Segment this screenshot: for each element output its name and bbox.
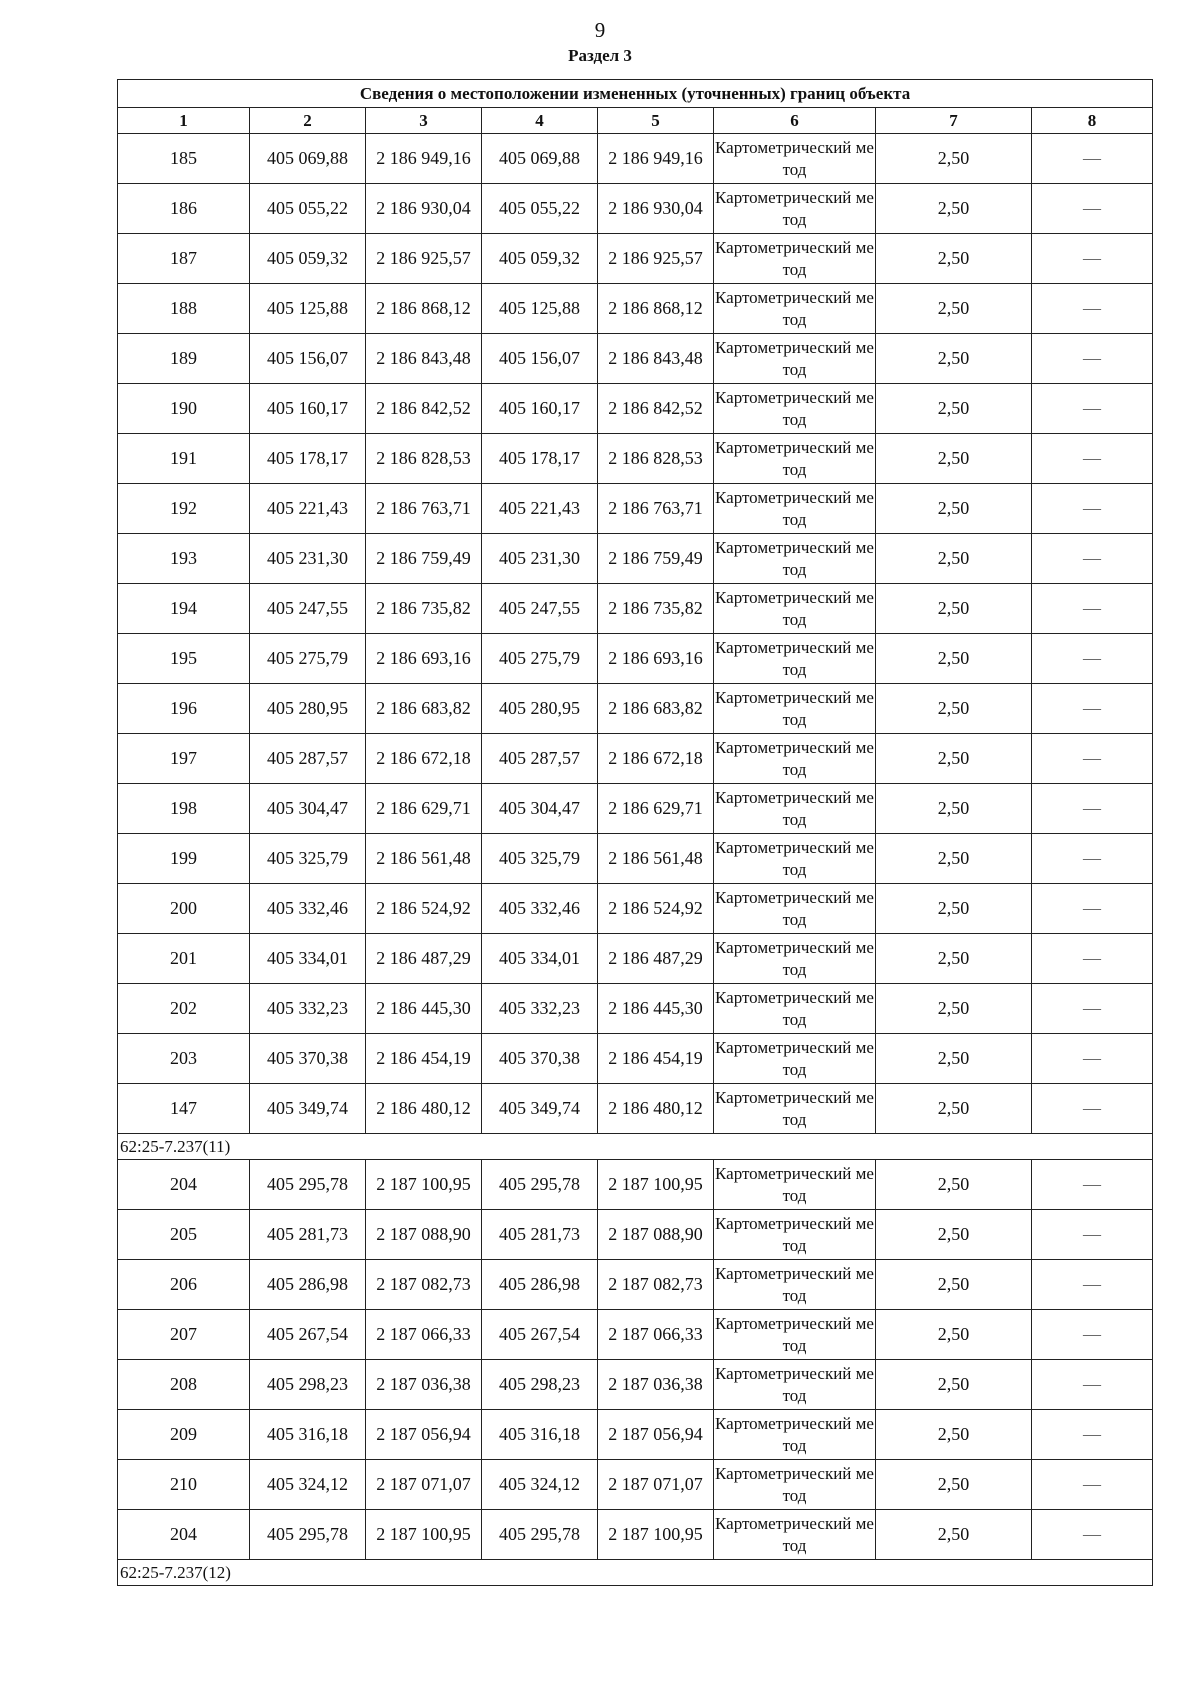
cell-y-new: 2 186 445,30 — [598, 984, 714, 1034]
cell-y-new: 2 186 480,12 — [598, 1084, 714, 1134]
cell-x-new: 405 280,95 — [482, 684, 598, 734]
cell-method: Картометрический метод — [714, 1260, 876, 1310]
cell-x-new: 405 334,01 — [482, 934, 598, 984]
table-row — [118, 1260, 1153, 1310]
cell-y-old: 2 186 843,48 — [366, 334, 482, 384]
cell-method: Картометрический метод — [714, 534, 876, 584]
cell-description: — — [1032, 234, 1153, 284]
cell-description: — — [1032, 334, 1153, 384]
table-row — [118, 384, 1153, 434]
cell-y-old: 2 186 445,30 — [366, 984, 482, 1034]
cell-precision: 2,50 — [876, 1260, 1032, 1310]
cell-method: Картометрический метод — [714, 584, 876, 634]
cell-description: — — [1032, 184, 1153, 234]
column-header: 1 — [118, 108, 250, 134]
column-header-row — [118, 108, 1153, 134]
cell-description: — — [1032, 1460, 1153, 1510]
cell-description: — — [1032, 934, 1153, 984]
cell-y-old: 2 187 036,38 — [366, 1360, 482, 1410]
cell-method: Картометрический метод — [714, 984, 876, 1034]
cell-method: Картометрический метод — [714, 1510, 876, 1560]
cell-y-new: 2 186 683,82 — [598, 684, 714, 734]
contour-label-row — [118, 1560, 1153, 1586]
table-row — [118, 634, 1153, 684]
table-row — [118, 534, 1153, 584]
table-row — [118, 184, 1153, 234]
cell-description: — — [1032, 134, 1153, 184]
table-row — [118, 784, 1153, 834]
cell-y-old: 2 187 056,94 — [366, 1410, 482, 1460]
column-header: 3 — [366, 108, 482, 134]
cell-method: Картометрический метод — [714, 1460, 876, 1510]
cell-precision: 2,50 — [876, 1084, 1032, 1134]
cell-y-new: 2 186 763,71 — [598, 484, 714, 534]
cell-x-old: 405 370,38 — [250, 1034, 366, 1084]
cell-point-number: 200 — [118, 884, 250, 934]
cell-x-old: 405 325,79 — [250, 834, 366, 884]
cell-description: — — [1032, 984, 1153, 1034]
cell-point-number: 196 — [118, 684, 250, 734]
cell-description: — — [1032, 484, 1153, 534]
cell-x-old: 405 247,55 — [250, 584, 366, 634]
cell-point-number: 206 — [118, 1260, 250, 1310]
cell-y-new: 2 186 842,52 — [598, 384, 714, 434]
cell-point-number: 188 — [118, 284, 250, 334]
column-header: 7 — [876, 108, 1032, 134]
cell-y-new: 2 186 735,82 — [598, 584, 714, 634]
cell-method: Картометрический метод — [714, 434, 876, 484]
column-header: 2 — [250, 108, 366, 134]
table-row — [118, 734, 1153, 784]
cell-y-old: 2 186 828,53 — [366, 434, 482, 484]
cell-point-number: 197 — [118, 734, 250, 784]
cell-y-new: 2 186 868,12 — [598, 284, 714, 334]
cell-x-new: 405 298,23 — [482, 1360, 598, 1410]
cell-y-new: 2 186 672,18 — [598, 734, 714, 784]
cell-y-new: 2 186 454,19 — [598, 1034, 714, 1084]
cell-method: Картометрический метод — [714, 784, 876, 834]
cell-y-old: 2 187 100,95 — [366, 1510, 482, 1560]
cell-method: Картометрический метод — [714, 684, 876, 734]
cell-y-new: 2 187 100,95 — [598, 1510, 714, 1560]
cell-x-new: 405 267,54 — [482, 1310, 598, 1360]
cell-description: — — [1032, 1210, 1153, 1260]
table-row — [118, 234, 1153, 284]
cell-description: — — [1032, 1310, 1153, 1360]
cell-precision: 2,50 — [876, 184, 1032, 234]
cell-x-new: 405 247,55 — [482, 584, 598, 634]
cell-description: — — [1032, 634, 1153, 684]
cell-description: — — [1032, 834, 1153, 884]
cell-y-new: 2 186 487,29 — [598, 934, 714, 984]
cell-point-number: 187 — [118, 234, 250, 284]
cell-y-new: 2 186 561,48 — [598, 834, 714, 884]
cell-x-old: 405 231,30 — [250, 534, 366, 584]
cell-x-old: 405 332,46 — [250, 884, 366, 934]
cell-method: Картометрический метод — [714, 284, 876, 334]
table-title: Сведения о местоположении измененных (уточненных) границ объекта — [118, 80, 1153, 108]
table-row — [118, 984, 1153, 1034]
cell-point-number: 201 — [118, 934, 250, 984]
cell-x-old: 405 160,17 — [250, 384, 366, 434]
cell-precision: 2,50 — [876, 734, 1032, 784]
contour-label: 62:25-7.237(11) — [118, 1134, 1153, 1160]
cell-y-old: 2 187 082,73 — [366, 1260, 482, 1310]
cell-y-new: 2 186 629,71 — [598, 784, 714, 834]
cell-description: — — [1032, 784, 1153, 834]
cell-x-old: 405 304,47 — [250, 784, 366, 834]
cell-precision: 2,50 — [876, 334, 1032, 384]
cell-precision: 2,50 — [876, 384, 1032, 434]
cell-point-number: 204 — [118, 1160, 250, 1210]
cell-y-old: 2 186 629,71 — [366, 784, 482, 834]
table-row — [118, 1210, 1153, 1260]
cell-method: Картометрический метод — [714, 1034, 876, 1084]
cell-precision: 2,50 — [876, 984, 1032, 1034]
cell-x-old: 405 287,57 — [250, 734, 366, 784]
table-row — [118, 284, 1153, 334]
cell-description: — — [1032, 534, 1153, 584]
cell-point-number: 202 — [118, 984, 250, 1034]
page-number: 9 — [594, 18, 606, 42]
cell-y-old: 2 186 524,92 — [366, 884, 482, 934]
cell-point-number: 199 — [118, 834, 250, 884]
cell-x-old: 405 316,18 — [250, 1410, 366, 1460]
cell-y-new: 2 186 925,57 — [598, 234, 714, 284]
table-row — [118, 584, 1153, 634]
table-row — [118, 834, 1153, 884]
cell-y-old: 2 186 672,18 — [366, 734, 482, 784]
cell-method: Картометрический метод — [714, 634, 876, 684]
cell-point-number: 205 — [118, 1210, 250, 1260]
table-row — [118, 684, 1153, 734]
cell-y-old: 2 186 763,71 — [366, 484, 482, 534]
cell-x-old: 405 178,17 — [250, 434, 366, 484]
table-row — [118, 484, 1153, 534]
cell-method: Картометрический метод — [714, 334, 876, 384]
contour-label: 62:25-7.237(12) — [118, 1560, 1153, 1586]
cell-method: Картометрический метод — [714, 384, 876, 434]
cell-method: Картометрический метод — [714, 234, 876, 284]
cell-point-number: 193 — [118, 534, 250, 584]
cell-point-number: 207 — [118, 1310, 250, 1360]
cell-point-number: 204 — [118, 1510, 250, 1560]
cell-x-new: 405 370,38 — [482, 1034, 598, 1084]
cell-x-old: 405 275,79 — [250, 634, 366, 684]
table-row — [118, 1510, 1153, 1560]
cell-y-old: 2 186 683,82 — [366, 684, 482, 734]
cell-y-new: 2 186 930,04 — [598, 184, 714, 234]
cell-description: — — [1032, 1410, 1153, 1460]
cell-method: Картометрический метод — [714, 834, 876, 884]
table-row — [118, 1160, 1153, 1210]
cell-x-new: 405 324,12 — [482, 1460, 598, 1510]
column-header: 5 — [598, 108, 714, 134]
cell-point-number: 191 — [118, 434, 250, 484]
cell-x-new: 405 332,23 — [482, 984, 598, 1034]
cell-precision: 2,50 — [876, 634, 1032, 684]
cell-method: Картометрический метод — [714, 1310, 876, 1360]
cell-precision: 2,50 — [876, 784, 1032, 834]
cell-description: — — [1032, 884, 1153, 934]
cell-y-old: 2 187 071,07 — [366, 1460, 482, 1510]
cell-precision: 2,50 — [876, 684, 1032, 734]
cell-point-number: 147 — [118, 1084, 250, 1134]
cell-method: Картометрический метод — [714, 884, 876, 934]
cell-x-new: 405 275,79 — [482, 634, 598, 684]
cell-y-old: 2 186 487,29 — [366, 934, 482, 984]
cell-y-new: 2 186 843,48 — [598, 334, 714, 384]
cell-description: — — [1032, 1360, 1153, 1410]
cell-x-old: 405 298,23 — [250, 1360, 366, 1410]
table-row — [118, 1084, 1153, 1134]
cell-y-new: 2 187 036,38 — [598, 1360, 714, 1410]
cell-y-new: 2 187 066,33 — [598, 1310, 714, 1360]
cell-method: Картометрический метод — [714, 1410, 876, 1460]
cell-y-new: 2 186 949,16 — [598, 134, 714, 184]
table-row — [118, 1360, 1153, 1410]
cell-x-new: 405 069,88 — [482, 134, 598, 184]
cell-method: Картометрический метод — [714, 1360, 876, 1410]
cell-y-new: 2 187 056,94 — [598, 1410, 714, 1460]
cell-y-old: 2 187 100,95 — [366, 1160, 482, 1210]
cell-description: — — [1032, 1160, 1153, 1210]
cell-description: — — [1032, 1260, 1153, 1310]
cell-y-old: 2 186 930,04 — [366, 184, 482, 234]
cell-y-old: 2 186 759,49 — [366, 534, 482, 584]
cell-y-new: 2 186 759,49 — [598, 534, 714, 584]
cell-description: — — [1032, 1034, 1153, 1084]
cell-precision: 2,50 — [876, 534, 1032, 584]
cell-x-old: 405 125,88 — [250, 284, 366, 334]
cell-y-new: 2 187 088,90 — [598, 1210, 714, 1260]
section-title: Раздел 3 — [568, 46, 632, 65]
cell-x-old: 405 055,22 — [250, 184, 366, 234]
cell-precision: 2,50 — [876, 1310, 1032, 1360]
cell-x-old: 405 286,98 — [250, 1260, 366, 1310]
cell-precision: 2,50 — [876, 1510, 1032, 1560]
cell-description: — — [1032, 1084, 1153, 1134]
cell-method: Картометрический метод — [714, 734, 876, 784]
cell-point-number: 195 — [118, 634, 250, 684]
table-title-row — [118, 80, 1153, 108]
table-row — [118, 1410, 1153, 1460]
cell-y-old: 2 187 066,33 — [366, 1310, 482, 1360]
cell-description: — — [1032, 384, 1153, 434]
cell-y-old: 2 186 561,48 — [366, 834, 482, 884]
cell-precision: 2,50 — [876, 884, 1032, 934]
boundary-coordinates-table — [117, 79, 1153, 1586]
cell-point-number: 186 — [118, 184, 250, 234]
cell-description: — — [1032, 1510, 1153, 1560]
cell-x-new: 405 287,57 — [482, 734, 598, 784]
cell-precision: 2,50 — [876, 284, 1032, 334]
cell-x-new: 405 295,78 — [482, 1510, 598, 1560]
cell-x-new: 405 316,18 — [482, 1410, 598, 1460]
cell-method: Картометрический метод — [714, 1084, 876, 1134]
table-row — [118, 1310, 1153, 1360]
column-header: 8 — [1032, 108, 1153, 134]
cell-y-old: 2 186 868,12 — [366, 284, 482, 334]
cell-y-old: 2 186 842,52 — [366, 384, 482, 434]
cell-description: — — [1032, 734, 1153, 784]
cell-precision: 2,50 — [876, 1410, 1032, 1460]
cell-x-new: 405 125,88 — [482, 284, 598, 334]
cell-precision: 2,50 — [876, 134, 1032, 184]
cell-x-old: 405 280,95 — [250, 684, 366, 734]
cell-x-old: 405 221,43 — [250, 484, 366, 534]
cell-precision: 2,50 — [876, 1034, 1032, 1084]
column-header: 6 — [714, 108, 876, 134]
cell-y-new: 2 186 828,53 — [598, 434, 714, 484]
cell-x-old: 405 059,32 — [250, 234, 366, 284]
cell-precision: 2,50 — [876, 484, 1032, 534]
cell-method: Картометрический метод — [714, 1160, 876, 1210]
cell-x-new: 405 281,73 — [482, 1210, 598, 1260]
cell-method: Картометрический метод — [714, 934, 876, 984]
cell-x-old: 405 281,73 — [250, 1210, 366, 1260]
cell-y-old: 2 186 949,16 — [366, 134, 482, 184]
cell-x-old: 405 295,78 — [250, 1160, 366, 1210]
cell-precision: 2,50 — [876, 1160, 1032, 1210]
cell-x-new: 405 055,22 — [482, 184, 598, 234]
cell-x-old: 405 332,23 — [250, 984, 366, 1034]
cell-point-number: 190 — [118, 384, 250, 434]
cell-point-number: 210 — [118, 1460, 250, 1510]
cell-y-old: 2 186 925,57 — [366, 234, 482, 284]
cell-x-new: 405 178,17 — [482, 434, 598, 484]
cell-x-old: 405 069,88 — [250, 134, 366, 184]
cell-x-new: 405 221,43 — [482, 484, 598, 534]
table-row — [118, 334, 1153, 384]
cell-x-old: 405 295,78 — [250, 1510, 366, 1560]
cell-x-new: 405 286,98 — [482, 1260, 598, 1310]
cell-x-old: 405 324,12 — [250, 1460, 366, 1510]
cell-y-new: 2 186 524,92 — [598, 884, 714, 934]
cell-x-new: 405 325,79 — [482, 834, 598, 884]
table-row — [118, 1460, 1153, 1510]
table-row — [118, 884, 1153, 934]
cell-point-number: 185 — [118, 134, 250, 184]
cell-y-new: 2 186 693,16 — [598, 634, 714, 684]
contour-label-row — [118, 1134, 1153, 1160]
cell-method: Картометрический метод — [714, 484, 876, 534]
table-row — [118, 1034, 1153, 1084]
cell-y-new: 2 187 071,07 — [598, 1460, 714, 1510]
cell-point-number: 194 — [118, 584, 250, 634]
cell-x-new: 405 156,07 — [482, 334, 598, 384]
cell-description: — — [1032, 284, 1153, 334]
cell-y-old: 2 187 088,90 — [366, 1210, 482, 1260]
cell-precision: 2,50 — [876, 1360, 1032, 1410]
cell-x-new: 405 349,74 — [482, 1084, 598, 1134]
cell-precision: 2,50 — [876, 1460, 1032, 1510]
cell-y-old: 2 186 693,16 — [366, 634, 482, 684]
table-row — [118, 434, 1153, 484]
cell-precision: 2,50 — [876, 834, 1032, 884]
table-row — [118, 934, 1153, 984]
cell-x-new: 405 332,46 — [482, 884, 598, 934]
cell-method: Картометрический метод — [714, 1210, 876, 1260]
cell-point-number: 209 — [118, 1410, 250, 1460]
cell-x-old: 405 349,74 — [250, 1084, 366, 1134]
cell-x-new: 405 295,78 — [482, 1160, 598, 1210]
cell-precision: 2,50 — [876, 584, 1032, 634]
cell-x-new: 405 059,32 — [482, 234, 598, 284]
column-header: 4 — [482, 108, 598, 134]
cell-y-old: 2 186 480,12 — [366, 1084, 482, 1134]
cell-point-number: 208 — [118, 1360, 250, 1410]
cell-method: Картометрический метод — [714, 184, 876, 234]
cell-x-new: 405 304,47 — [482, 784, 598, 834]
cell-point-number: 192 — [118, 484, 250, 534]
cell-x-new: 405 160,17 — [482, 384, 598, 434]
cell-y-new: 2 187 100,95 — [598, 1160, 714, 1210]
table-row — [118, 134, 1153, 184]
cell-y-old: 2 186 454,19 — [366, 1034, 482, 1084]
cell-precision: 2,50 — [876, 434, 1032, 484]
cell-x-old: 405 334,01 — [250, 934, 366, 984]
cell-point-number: 198 — [118, 784, 250, 834]
cell-x-old: 405 267,54 — [250, 1310, 366, 1360]
cell-point-number: 203 — [118, 1034, 250, 1084]
cell-point-number: 189 — [118, 334, 250, 384]
cell-description: — — [1032, 684, 1153, 734]
cell-y-old: 2 186 735,82 — [366, 584, 482, 634]
cell-description: — — [1032, 434, 1153, 484]
cell-x-old: 405 156,07 — [250, 334, 366, 384]
cell-x-new: 405 231,30 — [482, 534, 598, 584]
cell-precision: 2,50 — [876, 934, 1032, 984]
cell-method: Картометрический метод — [714, 134, 876, 184]
cell-y-new: 2 187 082,73 — [598, 1260, 714, 1310]
cell-precision: 2,50 — [876, 234, 1032, 284]
cell-precision: 2,50 — [876, 1210, 1032, 1260]
cell-description: — — [1032, 584, 1153, 634]
